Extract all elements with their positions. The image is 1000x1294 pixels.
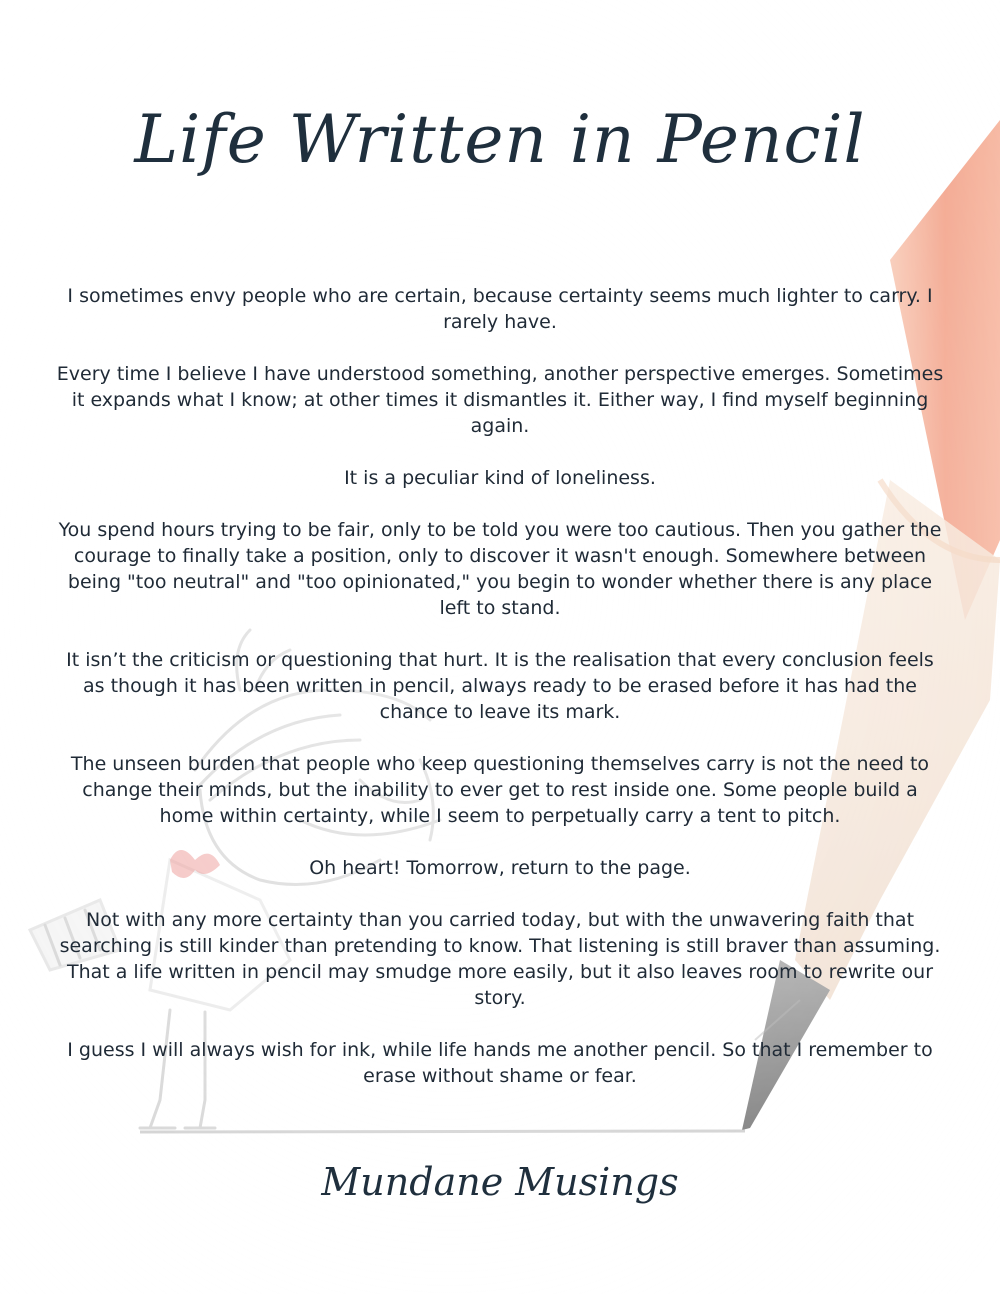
paragraph: It is a peculiar kind of loneliness. (344, 467, 656, 489)
page-title: Life Written in Pencil (134, 101, 866, 178)
paragraph: You spend hours trying to be fair, only to be told you were too cautious. Then you gather the courage to finally take a position, only to discover it wasn't enough. Somewhere between being "too neutral" and "too opinionated," you begin to wonder whether there is any place left to stand. (58, 519, 942, 619)
author-signature: Mundane Musings (321, 1160, 679, 1204)
paragraph: I guess I will always wish for ink, while life hands me another pencil. So that I remember to erase without shame or fear. (67, 1039, 933, 1087)
paragraph: It isn’t the criticism or questioning that hurt. It is the realisation that every conclusion feels as though it has been written in pencil, always ready to be erased before it has had the chance to leave its mark. (66, 649, 934, 723)
poem-body (55, 283, 945, 1115)
paragraph: Oh heart! Tomorrow, return to the page. (309, 857, 691, 879)
paragraph: I sometimes envy people who are certain, because certainty seems much lighter to carry. I rarely have. (67, 285, 933, 333)
paragraph: Every time I believe I have understood something, another perspective emerges. Sometimes it expands what I know; at other times it dismantles it. Either way, I find myself beginning again. (56, 363, 944, 437)
paragraph: Not with any more certainty than you carried today, but with the unwavering faith that searching is still kinder than pretending to know. That listening is still braver than assuming. That a life written in pencil may smudge more easily, but it also leaves room to rewrite our story. (59, 909, 941, 1009)
paragraph: The unseen burden that people who keep questioning themselves carry is not the need to change their minds, but the inability to ever get to rest inside one. Some people build a home within certainty, while I seem to perpetually carry a tent to pitch. (70, 753, 930, 827)
